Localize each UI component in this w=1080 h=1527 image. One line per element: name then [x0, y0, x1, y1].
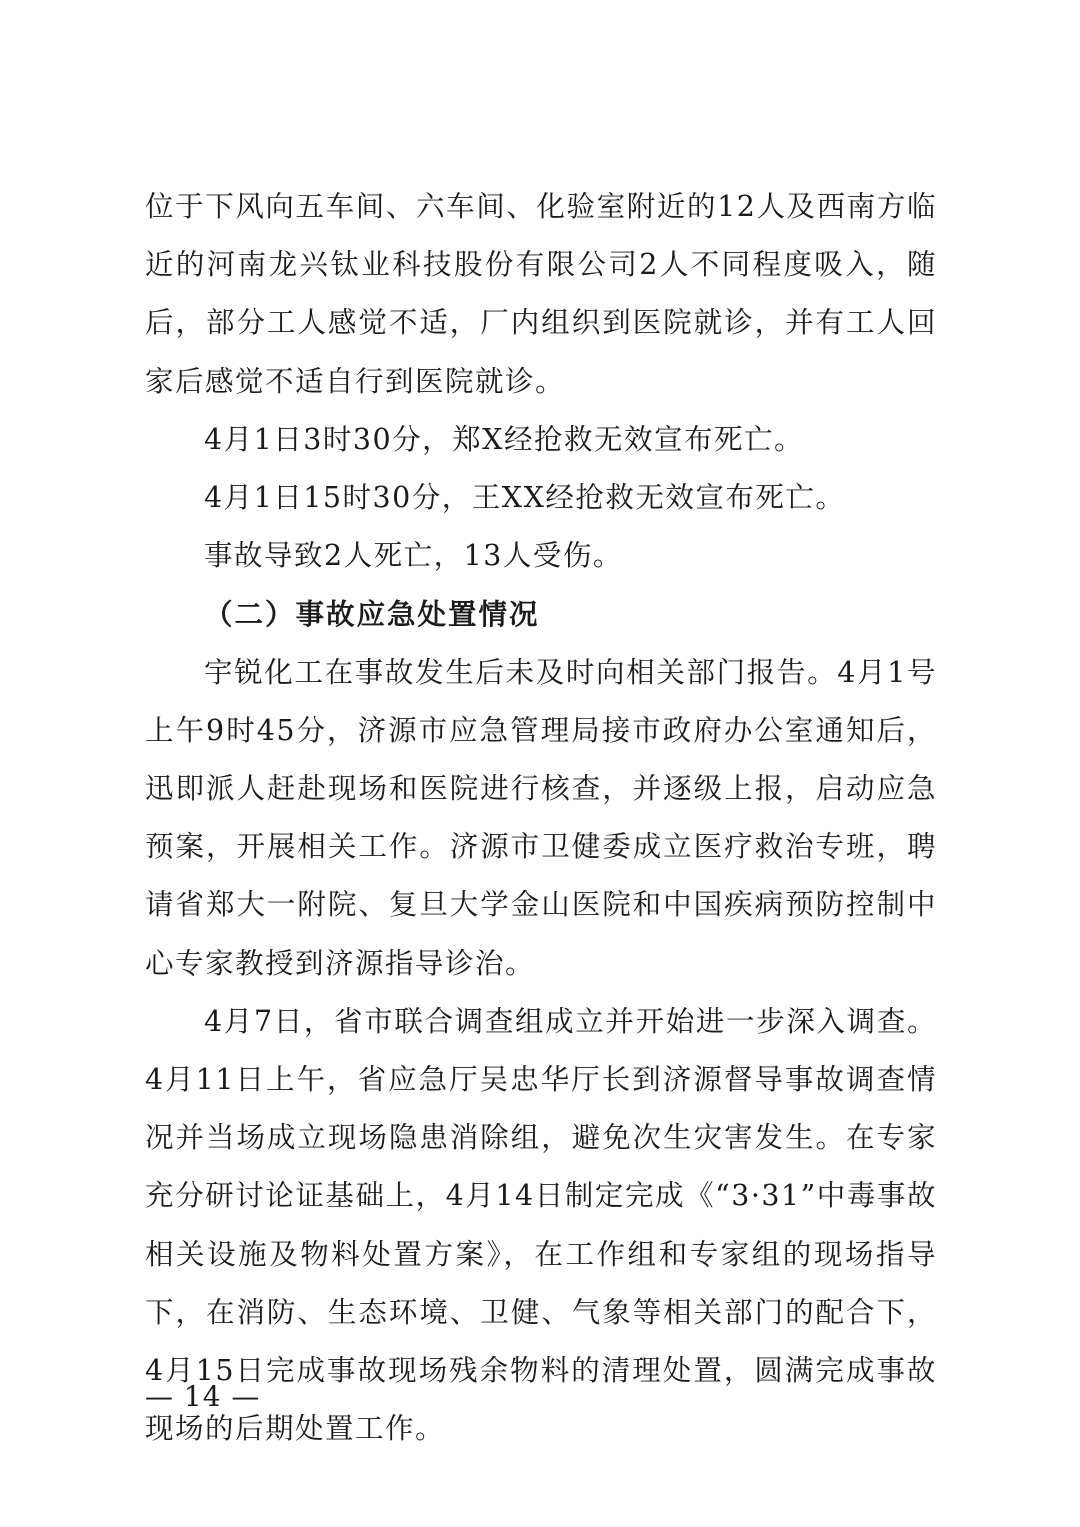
paragraph-investigation: 4月7日，省市联合调查组成立并开始进一步深入调查。4月11日上午，省应急厅吴忠华厅长到济源督导事故调查情况并当场成立现场隐患消除组，避免次生灾害发生。在专家充分研讨论证基础上，4月14日制定完成《“3·31”中毒事故相关设施及物料处置方案》，在工作组和专家组的现场指导下，在消防、生态环境、卫健、气象等相关部门的配合下，4月15日完成事故现场残余物料的清理处置，圆满完成事故现场的后期处置工作。 [145, 1004, 937, 1446]
paragraph-death-2: 4月1日15时30分，王XX经抢救无效宣布死亡。 [204, 481, 846, 515]
paragraph-continuation: 位于下风向五车间、六车间、化验室附近的12人及西南方临近的河南龙兴钛业科技股份有限公司2人不同程度吸入，随后，部分工人感觉不适，厂内组织到医院就诊，并有工人回家后感觉不适自行到医院就诊。 [145, 190, 937, 398]
paragraph-death-1: 4月1日3时30分，郑X经抢救无效宣布死亡。 [204, 422, 804, 456]
paragraph-emergency-response: 宇锐化工在事故发生后未及时向相关部门报告。4月1号上午9时45分，济源市应急管理局接市政府办公室通知后，迅即派人赶赴现场和医院进行核查，并逐级上报，启动应急预案，开展相关工作。济源市卫健委成立医疗救治专班，聘请省郑大一附院、复旦大学金山医院和中国疾病预防控制中心专家教授到济源指导诊治。 [145, 655, 937, 980]
page-number: — 14 — [145, 1380, 261, 1413]
section-heading: （二）事故应急处置情况 [204, 597, 540, 632]
paragraph-casualties: 事故导致2人死亡，13人受伤。 [204, 539, 623, 573]
document-body [145, 178, 937, 1458]
